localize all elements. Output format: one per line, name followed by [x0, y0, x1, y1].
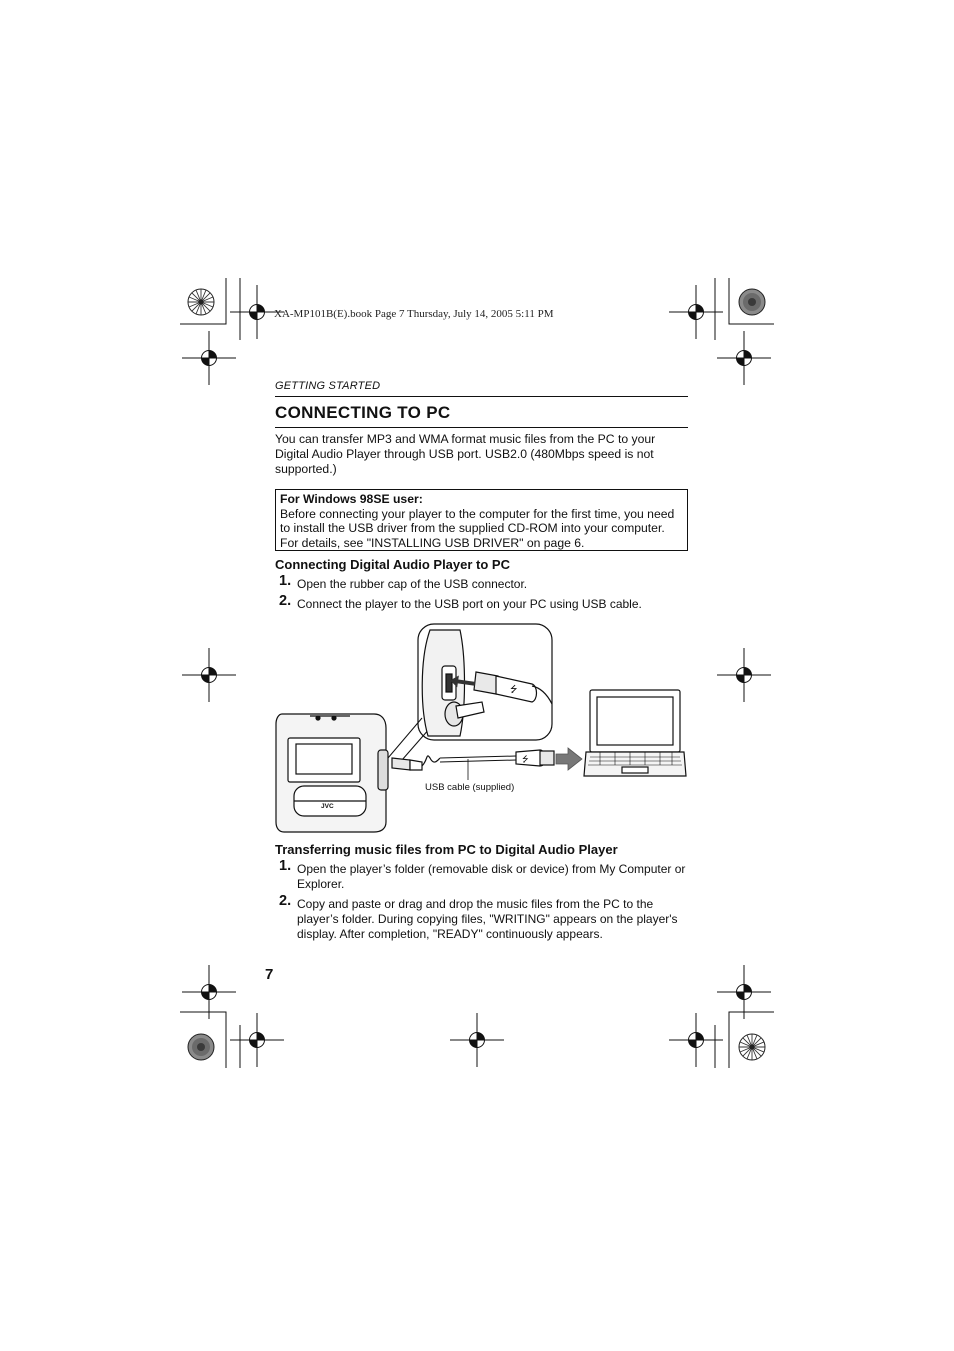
usb-symbol-icon: ⭍ [522, 755, 529, 764]
connect-step [279, 573, 689, 592]
step-number: 2. [279, 593, 292, 609]
arrow-right-icon [556, 748, 582, 770]
step-number: 1. [279, 573, 292, 589]
title-rule [275, 427, 688, 428]
step-text: Copy and paste or drag and drop the music files from the PC to the player’s folder. During copying files, "WRITING" appears on the player's display. After completion, "READY" continuously appears. [297, 897, 678, 941]
print-header: XA-MP101B(E).book Page 7 Thursday, July 14, 2005 5:11 PM [274, 308, 554, 320]
transfer-step [279, 893, 689, 942]
windows-note-box [275, 489, 688, 551]
laptop-computer [584, 690, 686, 776]
note-title: For Windows 98SE user: [280, 492, 423, 506]
usb-symbol-icon: ⭍ [510, 685, 518, 695]
audio-player-device [276, 714, 388, 832]
page-number: 7 [265, 966, 274, 983]
step-text: Open the rubber cap of the USB connector. [297, 577, 528, 591]
section-heading-transferring: Transferring music files from PC to Digital Audio Player [275, 842, 618, 857]
usb-cable [392, 750, 554, 780]
section-label: GETTING STARTED [275, 380, 381, 392]
note-body: Before connecting your player to the computer for the first time, you need to install the USB driver from the supplied CD-ROM into your computer. For details, see "INSTALLING USB DRIVER" on page 6. [280, 506, 675, 550]
step-text: Connect the player to the USB port on your PC using USB cable. [297, 597, 642, 611]
header-rule [275, 396, 688, 397]
transfer-step [279, 858, 689, 892]
connect-step [279, 593, 689, 612]
cable-label: USB cable (supplied) [425, 782, 515, 793]
page-title: CONNECTING TO PC [275, 403, 451, 422]
section-heading-connecting: Connecting Digital Audio Player to PC [275, 557, 510, 572]
connection-illustration [270, 618, 690, 836]
step-text: Open the player’s folder (removable disk or device) from My Computer or Explorer. [297, 862, 686, 891]
step-number: 1. [279, 858, 292, 874]
intro-paragraph: You can transfer MP3 and WMA format music files from the PC to your Digital Audio Player through USB port. USB2.0 (480Mbps speed is not supported.) [275, 432, 656, 476]
step-number: 2. [279, 893, 292, 909]
brand-label: JVC [321, 803, 334, 810]
